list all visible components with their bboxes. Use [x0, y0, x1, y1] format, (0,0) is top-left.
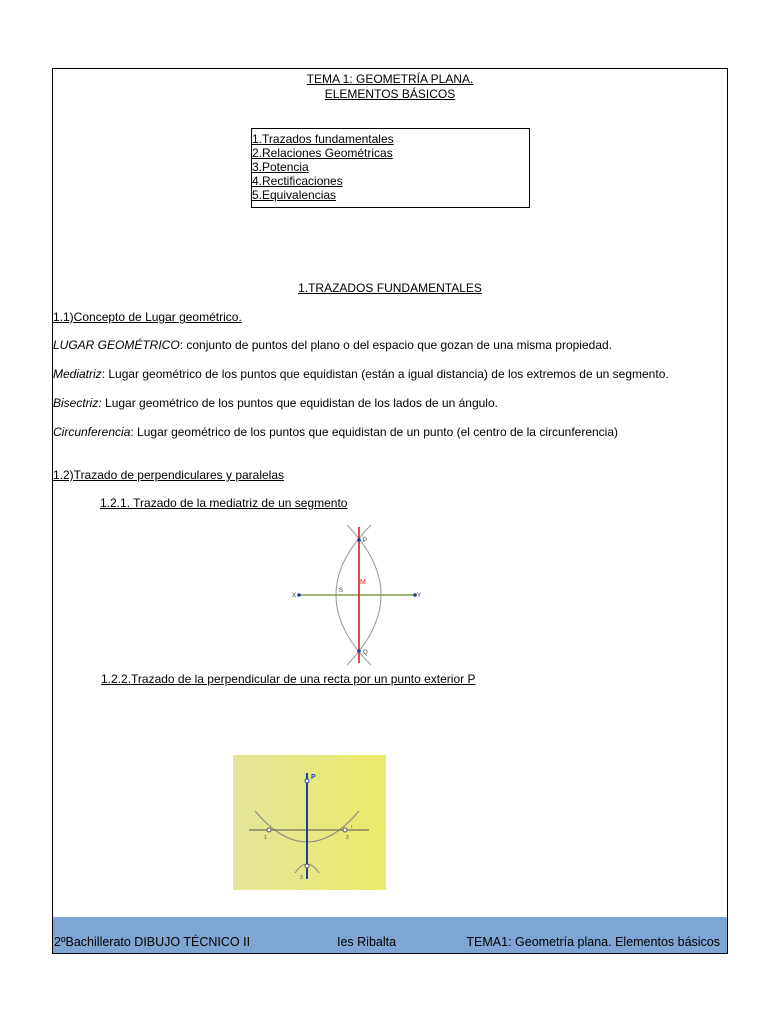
label-p: P	[311, 774, 316, 781]
definition-lugar	[53, 338, 612, 352]
point-1	[267, 828, 271, 832]
toc-item[interactable]: 3.Potencia	[252, 160, 309, 174]
definition-circunferencia	[53, 425, 618, 439]
label-r: r	[351, 824, 353, 830]
definition-mediatriz	[53, 367, 669, 381]
label-m: M	[360, 579, 366, 586]
subsection-1-2-1: 1.2.1. Trazado de la mediatriz de un segmento	[100, 496, 348, 510]
definition-term: Bisectriz:	[53, 396, 102, 410]
document-page	[52, 68, 728, 954]
page-footer	[53, 917, 727, 953]
doc-title-line1: TEMA 1: GEOMETRÍA PLANA.	[306, 72, 474, 86]
definition-term: LUGAR GEOMÉTRICO	[53, 338, 180, 352]
perpendicular-figure	[233, 755, 386, 890]
subsection-1-1: 1.1)Concepto de Lugar geométrico.	[53, 310, 242, 324]
point-p	[305, 779, 309, 783]
toc-item[interactable]: 4.Rectificaciones	[252, 174, 343, 188]
point-x	[297, 593, 301, 597]
label-3: 3	[300, 875, 303, 881]
label-p: P	[363, 538, 368, 544]
footer-topic: TEMA1: Geometría plana. Elementos básicos	[466, 935, 720, 949]
footer-course: 2ºBachillerato DIBUJO TÉCNICO II	[54, 935, 251, 949]
figure-background	[233, 755, 386, 890]
definition-term: Mediatriz	[53, 367, 102, 381]
doc-title-line2: ELEMENTOS BÁSICOS	[324, 87, 456, 101]
point-q	[357, 649, 361, 653]
label-s: S	[339, 588, 344, 594]
definition-text: Lugar geométrico de los puntos que equidistan de los lados de un ángulo.	[101, 396, 498, 410]
subsection-1-2-2: 1.2.2.Trazado de la perpendicular de una recta por un punto exterior P	[101, 672, 476, 686]
definition-text: : conjunto de puntos del plano o del espacio que gozan de una misma propiedad.	[179, 338, 612, 352]
label-1: 1	[264, 835, 267, 841]
subsection-1-2: 1.2)Trazado de perpendiculares y paralelas	[53, 468, 285, 482]
label-q: Q	[363, 650, 368, 656]
point-p	[357, 538, 361, 542]
label-y: Y	[417, 593, 421, 599]
toc-item[interactable]: 2.Relaciones Geométricas	[252, 146, 393, 160]
definition-term: Circunferencia	[53, 425, 131, 439]
mediatriz-figure	[291, 521, 421, 669]
point-3	[305, 864, 309, 868]
definition-text: : Lugar geométrico de los puntos que equidistan de un punto (el centro de la circunferencia)	[130, 425, 619, 439]
footer-school: Ies Ribalta	[337, 935, 397, 949]
definition-text: : Lugar geométrico de los puntos que equidistan (están a igual distancia) de los extremos de un segmento.	[101, 367, 669, 381]
definition-bisectriz	[53, 396, 498, 410]
toc-item[interactable]: 5.Equivalencias	[252, 188, 337, 202]
point-2	[343, 828, 347, 832]
label-2: 2	[346, 835, 349, 841]
toc-item[interactable]: 1.Trazados fundamentales	[252, 132, 394, 146]
table-of-contents	[251, 128, 530, 208]
label-x: X	[292, 593, 297, 599]
section-heading: 1.TRAZADOS FUNDAMENTALES	[298, 281, 482, 295]
